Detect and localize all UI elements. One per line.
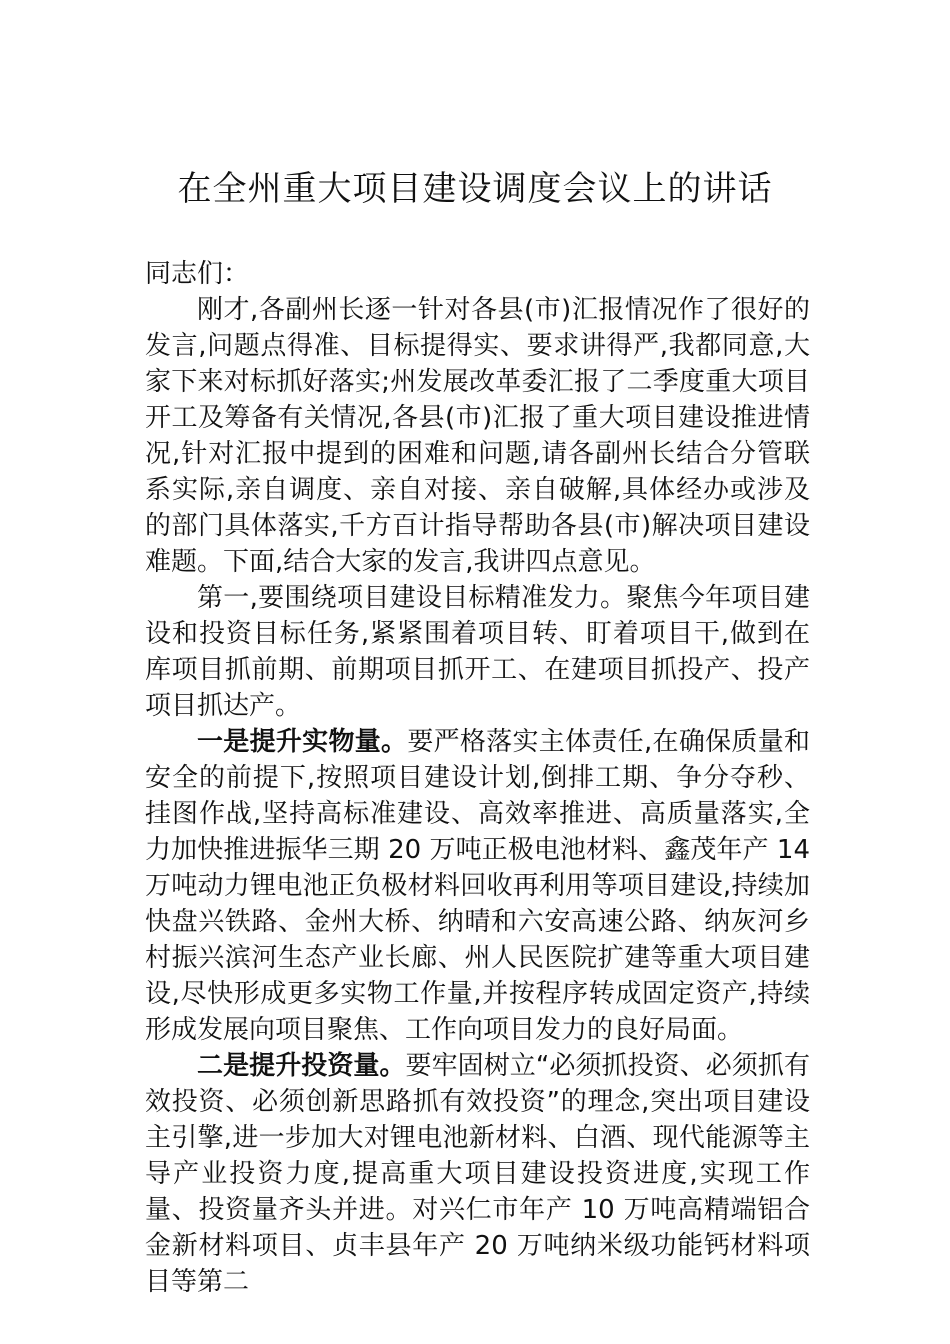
paragraph-opening <box>145 292 810 580</box>
paragraph-physical-volume <box>145 724 810 1048</box>
paragraph-text: 要严格落实主体责任,在确保质量和安全的前提下,按照项目建设计划,倒排工期、争分夺秒、挂图作战,坚持高标准建设、高效率推进、高质量落实,全力加快推进振华三期 20 万吨正极电池材料、鑫茂年产 14 万吨动力锂电池正负极材料回收再利用等项目建设,持续加快盘兴铁路、金州大桥、纳晴和六安高速公路、纳灰河乡村振兴滨河生态产业长廊、州人民医院扩建等重大项目建设,尽快形成更多实物工作量,并按程序转成固定资产,持续形成发展向项目聚焦、工作向项目发力的良好局面。 <box>145 727 810 1045</box>
paragraph-text: 刚才,各副州长逐一针对各县(市)汇报情况作了很好的发言,问题点得准、目标提得实、要求讲得严,我都同意,大家下来对标抓好落实;州发展改革委汇报了二季度重大项目开工及筹备有关情况,各县(市)汇报了重大项目建设推进情况,针对汇报中提到的困难和问题,请各副州长结合分管联系实际,亲自调度、亲自对接、亲自破解,具体经办或涉及的部门具体落实,千方百计指导帮助各县(市)解决项目建设难题。下面,结合大家的发言,我讲四点意见。 <box>145 295 810 577</box>
paragraph-lead: 一是提升实物量。 <box>197 727 408 757</box>
paragraph-text: 要牢固树立“必须抓投资、必须抓有效投资、必须创新思路抓有效投资”的理念,突出项目建设主引擎,进一步加大对锂电池新材料、白酒、现代能源等主导产业投资力度,提高重大项目建设投资进度,实现工作量、投资量齐头并进。对兴仁市年产 10 万吨高精端铝合金新材料项目、贞丰县年产 20 万吨纳米级功能钙材料项目等第二 <box>145 1051 810 1297</box>
document-title: 在全州重大项目建设调度会议上的讲话 <box>177 169 773 209</box>
document-body <box>145 256 810 1300</box>
paragraph-point-one <box>145 580 810 724</box>
paragraph-text: 第一,要围绕项目建设目标精准发力。聚焦今年项目建设和投资目标任务,紧紧围着项目转、盯着项目干,做到在库项目抓前期、前期项目抓开工、在建项目抓投产、投产项目抓达产。 <box>145 583 810 721</box>
paragraph-investment-volume <box>145 1048 810 1300</box>
paragraph-lead: 二是提升投资量。 <box>197 1051 406 1081</box>
salutation: 同志们： <box>145 259 250 289</box>
